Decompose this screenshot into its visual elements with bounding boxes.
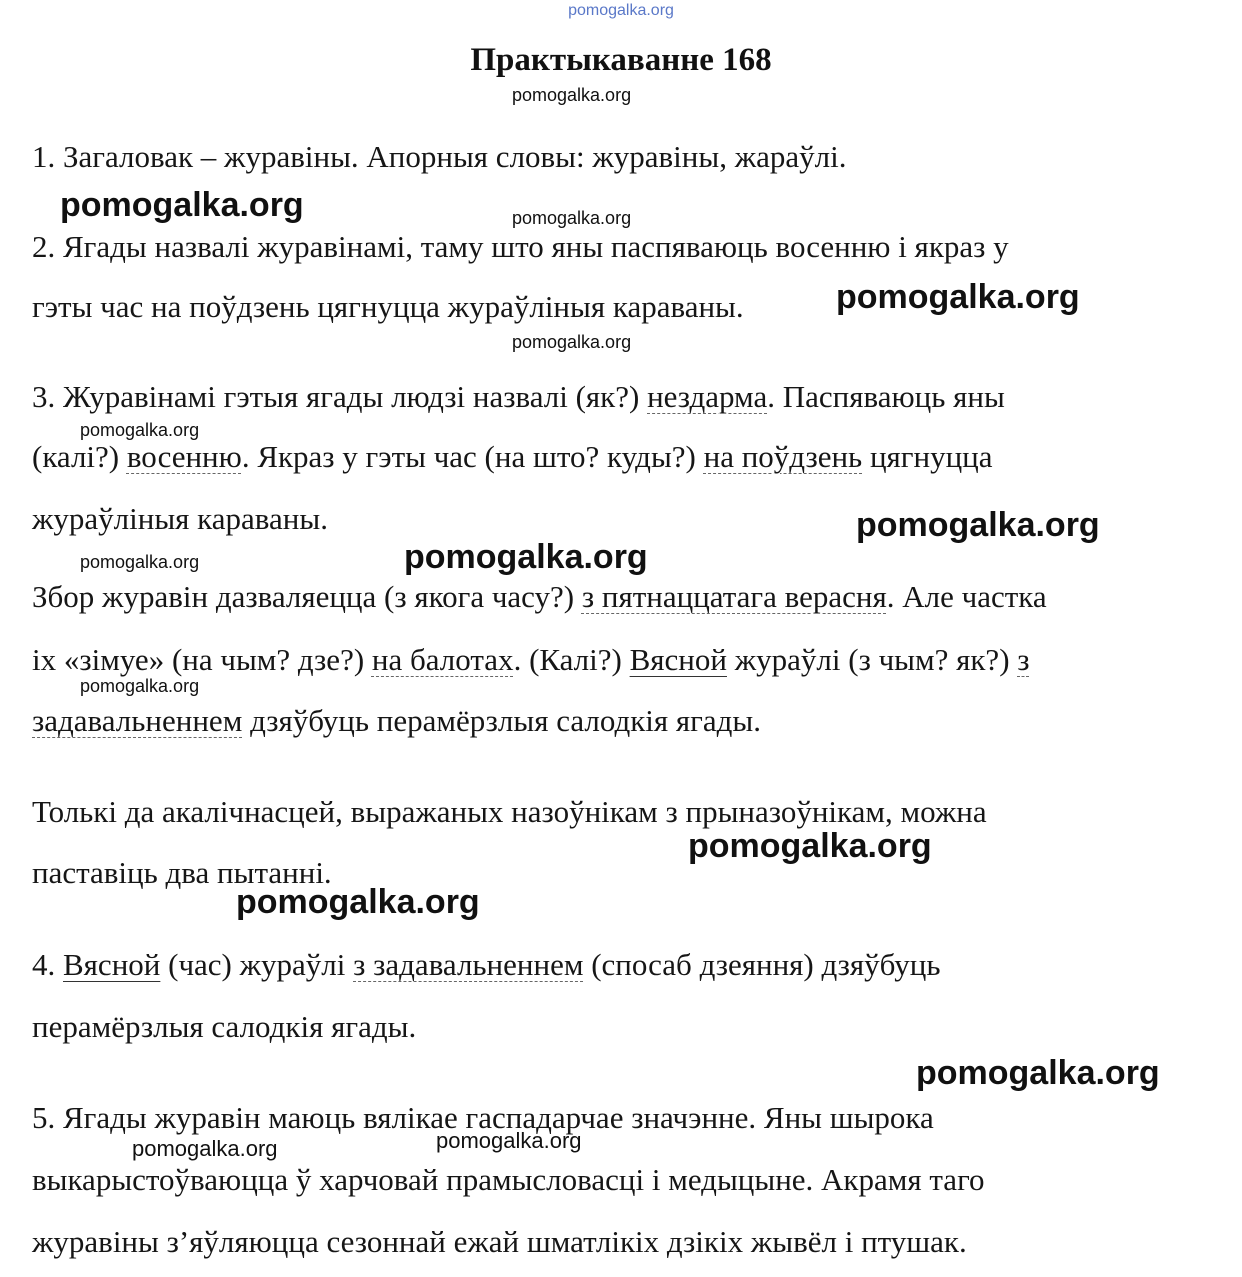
adverbial-underlined: задавальненнем — [32, 703, 243, 738]
answer-1-text: 1. Загаловак – журавіны. Апорныя словы: журавіны, жараўлі. — [32, 139, 847, 174]
watermark: pomogalka.org — [512, 85, 632, 105]
header-link[interactable]: pomogalka.org — [568, 2, 674, 19]
adverbial-underlined: нездарма — [647, 379, 768, 414]
answer-2-line-1: 2. Ягады назвалі журавінамі, таму што яны паспяваюць восенню і якраз у — [32, 229, 1009, 264]
adverbial-underlined: Вясной — [629, 642, 727, 677]
page-title: Практыкаванне 168 — [470, 42, 772, 78]
answer-3-line-1 — [32, 381, 1005, 412]
watermark: pomogalka.org — [60, 186, 304, 224]
answer-3b-line-1 — [32, 581, 1047, 612]
answer-1 — [32, 141, 846, 172]
note-line-2: паставіць два пытанні. — [32, 855, 332, 890]
watermark: pomogalka.org — [512, 208, 632, 228]
watermark: pomogalka.org — [436, 1128, 582, 1153]
text-segment: . Якраз у гэты час (на што? куды?) — [241, 439, 704, 474]
watermark: pomogalka.org — [132, 1136, 278, 1161]
note-line-1: Толькі да акалічнасцей, выражаных назоўнікам з прыназоўнікам, можна — [32, 794, 987, 829]
text-segment: (час) жураўлі — [160, 947, 354, 982]
text-segment: цягнуцца — [862, 439, 993, 474]
text-segment: . Але частка — [886, 579, 1047, 614]
text-segment: (калі?) — [32, 439, 127, 474]
watermark: pomogalka.org — [512, 332, 632, 352]
watermark: pomogalka.org — [80, 676, 200, 696]
adverbial-underlined: Вясной — [63, 947, 161, 982]
answer-4-line-1 — [32, 949, 940, 980]
watermark: pomogalka.org — [688, 827, 932, 865]
text-segment: дзяўбуць перамёрзлыя салодкія ягады. — [242, 703, 761, 738]
adverbial-underlined: з задавальненнем — [353, 947, 584, 982]
watermark: pomogalka.org — [916, 1054, 1160, 1092]
text-segment: (спосаб дзеяння) дзяўбуць — [583, 947, 941, 982]
answer-3b-line-2 — [32, 644, 1030, 675]
answer-2-line-2: гэты час на поўдзень цягнуцца жураўліныя караваны. — [32, 289, 744, 324]
adverbial-underlined: з пятнаццатага верасня — [581, 579, 887, 614]
watermark: pomogalka.org — [404, 538, 648, 576]
watermark: pomogalka.org — [836, 278, 1080, 316]
answer-3-line-3: жураўліныя караваны. — [32, 501, 328, 536]
answer-5-line-2: выкарыстоўваюцца ў харчовай прамысловасці і медыцыне. Акрамя таго — [32, 1162, 985, 1197]
answer-5-line-3: журавіны з’яўляюцца сезоннай ежай шматлікіх дзікіх жывёл і птушак. — [32, 1224, 967, 1259]
text-segment: Збор журавін дазваляецца (з якога часу?) — [32, 579, 582, 614]
watermark: pomogalka.org — [236, 883, 480, 921]
text-segment: жураўлі (з чым? як?) — [726, 642, 1018, 677]
text-segment: . Паспяваюць яны — [767, 379, 1005, 414]
adverbial-underlined: з — [1017, 642, 1030, 677]
text-segment: . (Калі?) — [513, 642, 630, 677]
adverbial-underlined: на поўдзень — [703, 439, 863, 474]
answer-4-line-2: перамёрзлыя салодкія ягады. — [32, 1009, 417, 1044]
watermark: pomogalka.org — [80, 420, 200, 440]
adverbial-underlined: восенню — [126, 439, 242, 474]
answer-3-line-2 — [32, 441, 993, 472]
text-segment: 4. — [32, 947, 63, 982]
text-segment: іх «зімуе» (на чым? дзе?) — [32, 642, 372, 677]
watermark: pomogalka.org — [856, 506, 1100, 544]
watermark: pomogalka.org — [80, 552, 200, 572]
text-segment: 3. Журавінамі гэтыя ягады людзі назвалі (як?) — [32, 379, 648, 414]
adverbial-underlined: на балотах — [371, 642, 514, 677]
answer-3b-line-3 — [32, 705, 761, 736]
answer-5-line-1: 5. Ягады журавін маюць вялікае гаспадарчае значэнне. Яны шырока — [32, 1100, 934, 1135]
